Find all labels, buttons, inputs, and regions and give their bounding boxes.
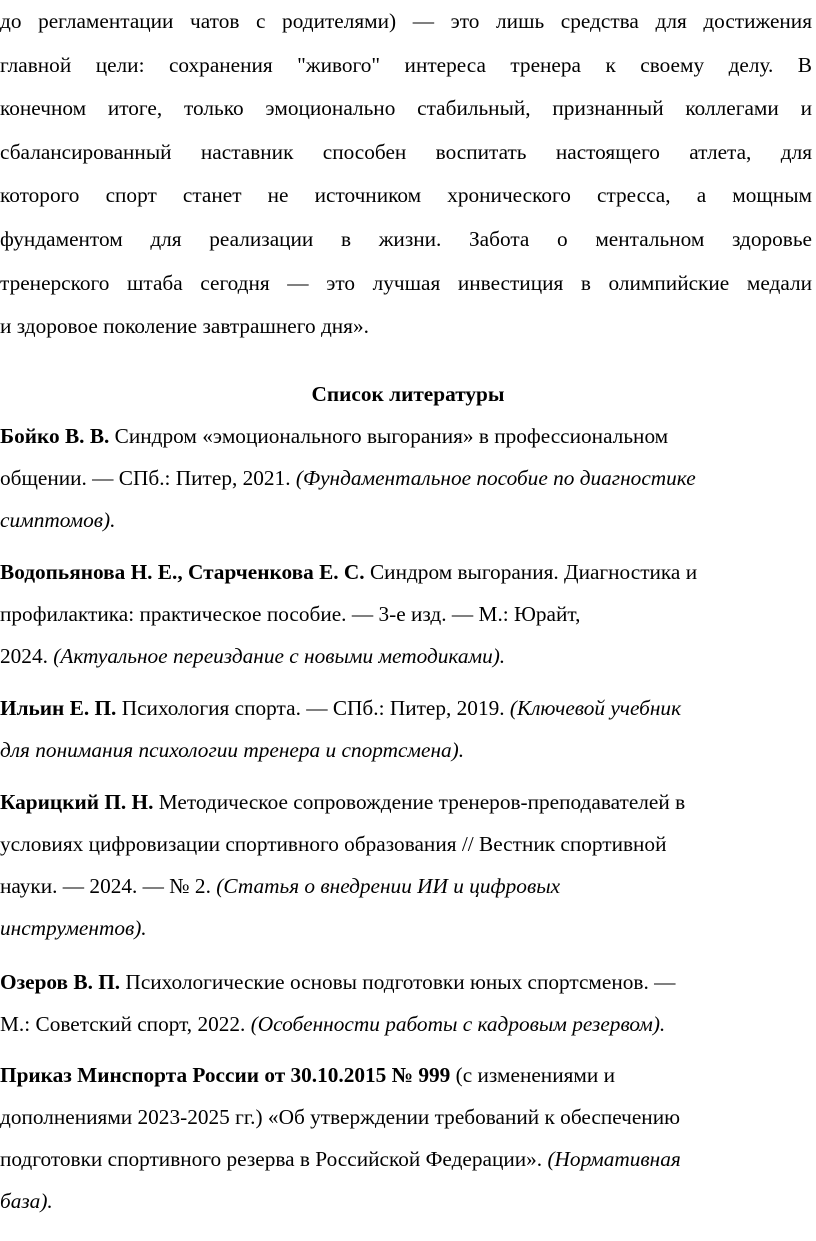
reference-text: Синдром «эмоционального выгорания» в профессиональном — [109, 424, 669, 448]
reference-line — [0, 1054, 812, 1096]
reference-author: Ильин Е. П. — [0, 696, 117, 720]
reference-text: подготовки спортивного резерва в Российской Федерации». — [0, 1147, 548, 1171]
intro-line: сбалансированный наставник способен воспитать настоящего атлета, для — [0, 139, 812, 164]
reference-line — [0, 415, 812, 457]
reference-item — [0, 781, 812, 949]
reference-line — [0, 551, 812, 593]
intro-line: до регламентации чатов с родителями) — это лишь средства для достижения — [0, 9, 812, 33]
reference-note: (Фундаментальное пособие по диагностике — [295, 466, 696, 490]
reference-author: Водопьянова Н. Е., Старченкова Е. С. — [0, 560, 365, 584]
reference-item — [0, 687, 812, 771]
reference-line — [0, 457, 812, 499]
reference-line — [0, 961, 812, 1003]
intro-line: конечном итоге, только эмоционально стабильный, признанный коллегами и — [0, 96, 812, 121]
intro-line: тренерского штаба сегодня — это лучшая инвестиция в олимпийские медали — [0, 270, 812, 295]
reference-note: (Статья о внедрении ИИ и цифровых — [216, 874, 561, 898]
reference-item — [0, 551, 812, 677]
reference-note: (Особенности работы с кадровым резервом). — [250, 1012, 666, 1036]
reference-line — [0, 1138, 812, 1180]
reference-note: симптомов). — [0, 508, 116, 532]
reference-author: Бойко В. В. — [0, 424, 110, 448]
reference-text: 2024. — [0, 644, 54, 668]
reference-text: М.: Советский спорт, 2022. — [0, 1012, 251, 1036]
reference-note: инструментов). — [0, 916, 147, 940]
reference-text: (с изменениями и — [450, 1063, 615, 1087]
reference-line — [0, 687, 812, 729]
intro-line: главной цели: сохранения "живого" интереса тренера к своему делу. В — [0, 52, 812, 77]
reference-note: (Нормативная — [547, 1147, 681, 1171]
reference-author: Озеров В. П. — [0, 970, 121, 994]
intro-line: которого спорт станет не источником хронического стресса, а мощным — [0, 183, 812, 208]
intro-line: и здоровое поколение завтрашнего дня». — [0, 314, 369, 339]
reference-text: дополнениями 2023-2025 гг.) «Об утверждении требований к обеспечению — [0, 1105, 681, 1129]
reference-note: база). — [0, 1189, 53, 1213]
reference-note: (Ключевой учебник — [509, 696, 682, 720]
reference-author: Приказ Минспорта России от 30.10.2015 № 999 — [0, 1063, 451, 1087]
intro-paragraph — [0, 0, 812, 349]
reference-line — [0, 635, 812, 677]
references-heading: Список литературы — [311, 382, 505, 406]
intro-line: фундаментом для реализации в жизни. Забота о ментальном здоровье — [0, 226, 812, 251]
reference-text: науки. — 2024. — № 2. — [0, 874, 217, 898]
reference-text: Синдром выгорания. Диагностика и — [364, 560, 698, 584]
reference-line — [0, 781, 812, 823]
reference-line — [0, 1003, 812, 1045]
reference-text: Методическое сопровождение тренеров-преподавателей в — [153, 790, 686, 814]
reference-text: профилактика: практическое пособие. — 3-е изд. — М.: Юрайт, — [0, 602, 581, 626]
reference-line — [0, 865, 812, 907]
reference-text: общении. — СПб.: Питер, 2021. — [0, 466, 296, 490]
reference-text: условиях цифровизации спортивного образования // Вестник спортивной — [0, 832, 667, 856]
reference-item — [0, 961, 812, 1045]
reference-note: (Актуальное переиздание с новыми методиками). — [53, 644, 506, 668]
reference-text: Психологические основы подготовки юных спортсменов. — — [120, 970, 676, 994]
reference-text: Психология спорта. — СПб.: Питер, 2019. — [116, 696, 510, 720]
reference-item — [0, 1054, 812, 1222]
reference-item — [0, 415, 812, 541]
reference-note: для понимания психологии тренера и спортсмена). — [0, 738, 465, 762]
reference-author: Карицкий П. Н. — [0, 790, 154, 814]
